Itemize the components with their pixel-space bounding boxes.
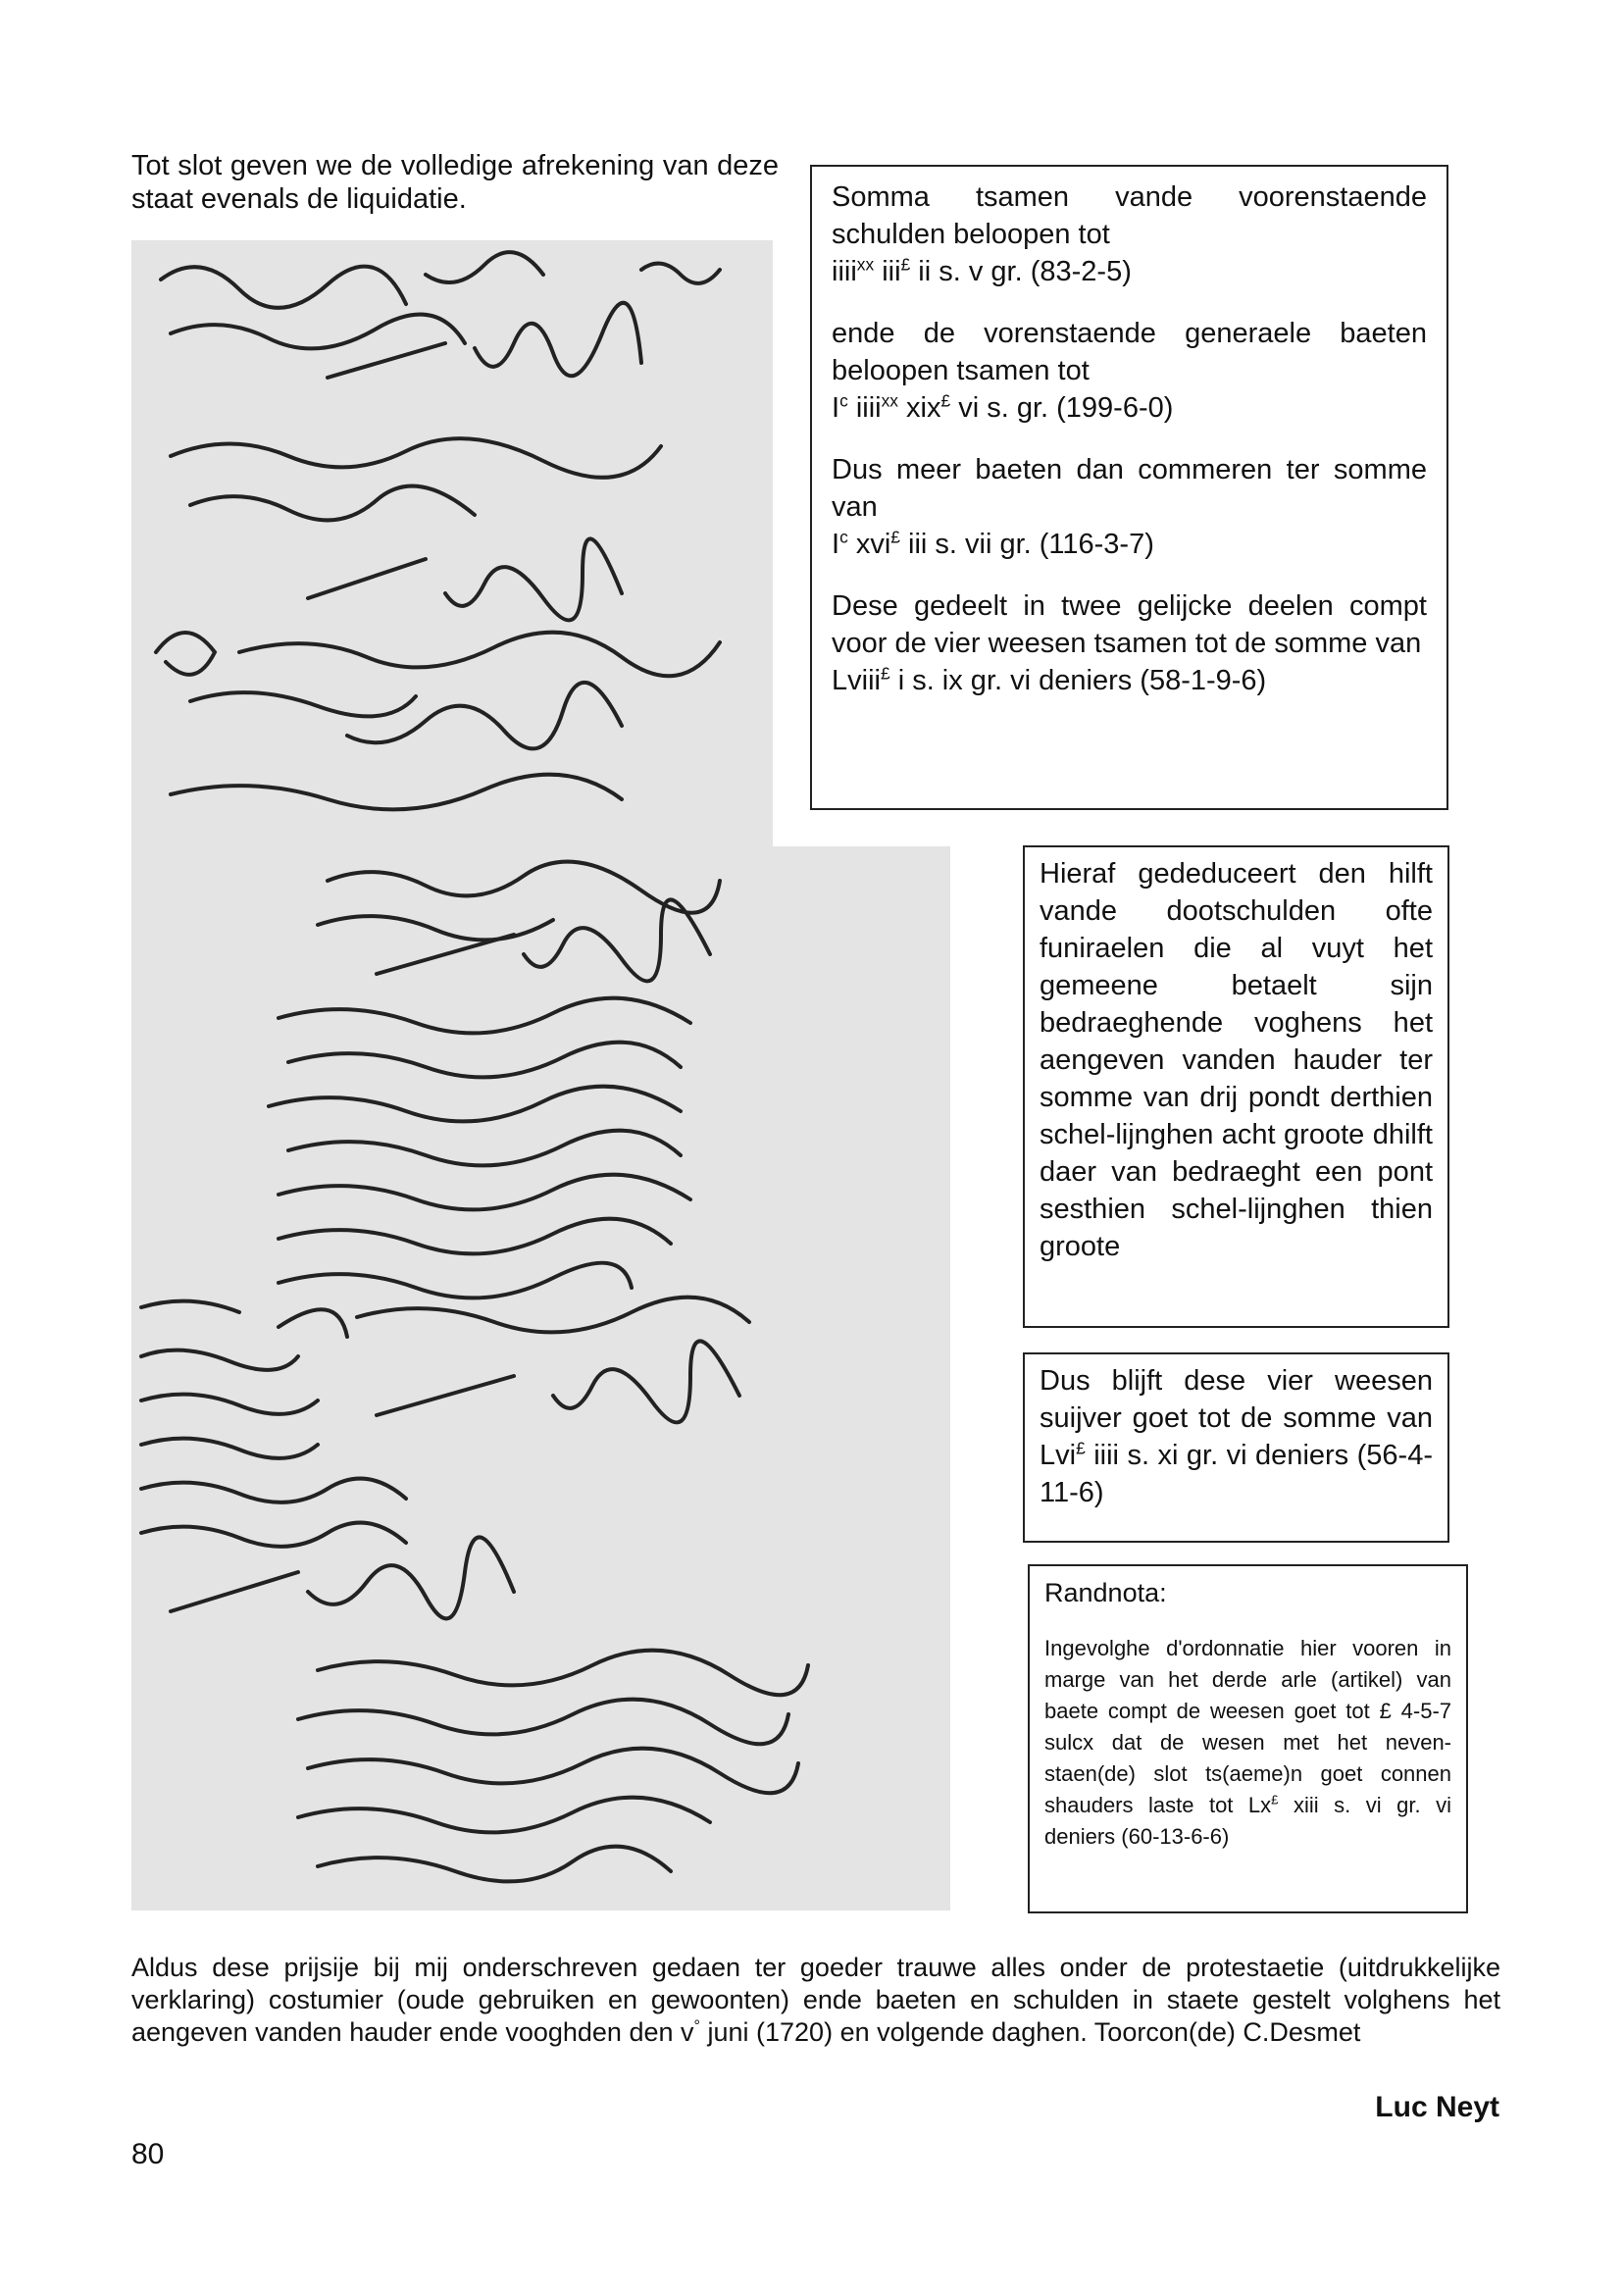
debts-total-text: Somma tsamen vande voorenstaende schulden beloopen tot (832, 181, 1427, 250)
page-number: 80 (131, 2138, 165, 2170)
debts-total-amount: iiii$^{xx}$ iii£ ii s. v gr. (83-2-5) (832, 254, 1132, 287)
share-text: Dese gedeelt in twee gelijcke deelen compt voor de vier weesen tsamen tot de somme van (832, 590, 1427, 659)
assets-total-amount: $I^c$ iiii$^{xx}$ xix£ vi s. gr. (199-6-0) (832, 390, 1174, 424)
manuscript-image-bottom (131, 846, 950, 1910)
intro-text: Tot slot geven we de volledige afrekening van deze staat evenals de liquidatie. (131, 150, 779, 215)
closing-paragraph: Aldus dese prijsije bij mij onderschreven gedaen ter goeder trauwe alles onder de protestaetie (uitdrukkelijke verklaring) costumier (oude gebruiken en gewoonten) ende baeten en schulden in staete gestelt volghens het aengeven vanden hauder ende vooghden den v° juni (1720) en volgende daghen. Toorcon(de) C.Desmet (131, 1953, 1500, 2047)
margin-note-text: Ingevolghe d'ordonnatie hier vooren in marge van het derde arle (artikel) van baete compt de weesen goet tot £ 4-5-7 sulcx dat de wesen met het neven-staen(de) slot ts(aeme)n goet connen shauders laste tot Lx£ xiii s. vi gr. vi deniers (60-13-6-6) (1044, 1636, 1451, 1849)
share-amount: Lviii£ i s. ix gr. vi deniers (58-1-9-6) (832, 663, 1267, 696)
margin-note-box (1028, 1564, 1468, 1913)
surplus-text: Dus meer baeten dan commeren ter somme van (832, 454, 1427, 523)
margin-note-title: Randnota: (1044, 1578, 1167, 1607)
author-name: Luc Neyt (1375, 2091, 1499, 2123)
remainder-text: Dus blijft dese vier weesen suijver goet tot de somme van Lvi£ iiii s. xi gr. vi deniers (56-4-11-6) (1040, 1365, 1433, 1508)
surplus-amount: $I^c$ xvi£ iii s. vii gr. (116-3-7) (832, 527, 1154, 560)
deduction-text: Hieraf gededuceert den hilft vande dootschulden ofte funiraelen die al vuyt het gemeene betaelt sijn bedraeghende voghens het aengeven vanden hauder ter somme van drij pondt derthien schel-lijnghen acht groote dhilft daer van bedraeght een pont sesthien schel-lijnghen thien groote (1040, 858, 1433, 1262)
debts-total-paragraph (832, 178, 1427, 290)
summary-box (810, 165, 1448, 810)
share-paragraph (832, 587, 1427, 699)
assets-total-text: ende de vorenstaende generaele baeten beloopen tsamen tot (832, 318, 1427, 386)
manuscript-image-top (131, 240, 773, 846)
surplus-paragraph (832, 451, 1427, 563)
assets-total-paragraph (832, 315, 1427, 427)
deduction-box (1023, 845, 1449, 1328)
remainder-box (1023, 1352, 1449, 1543)
